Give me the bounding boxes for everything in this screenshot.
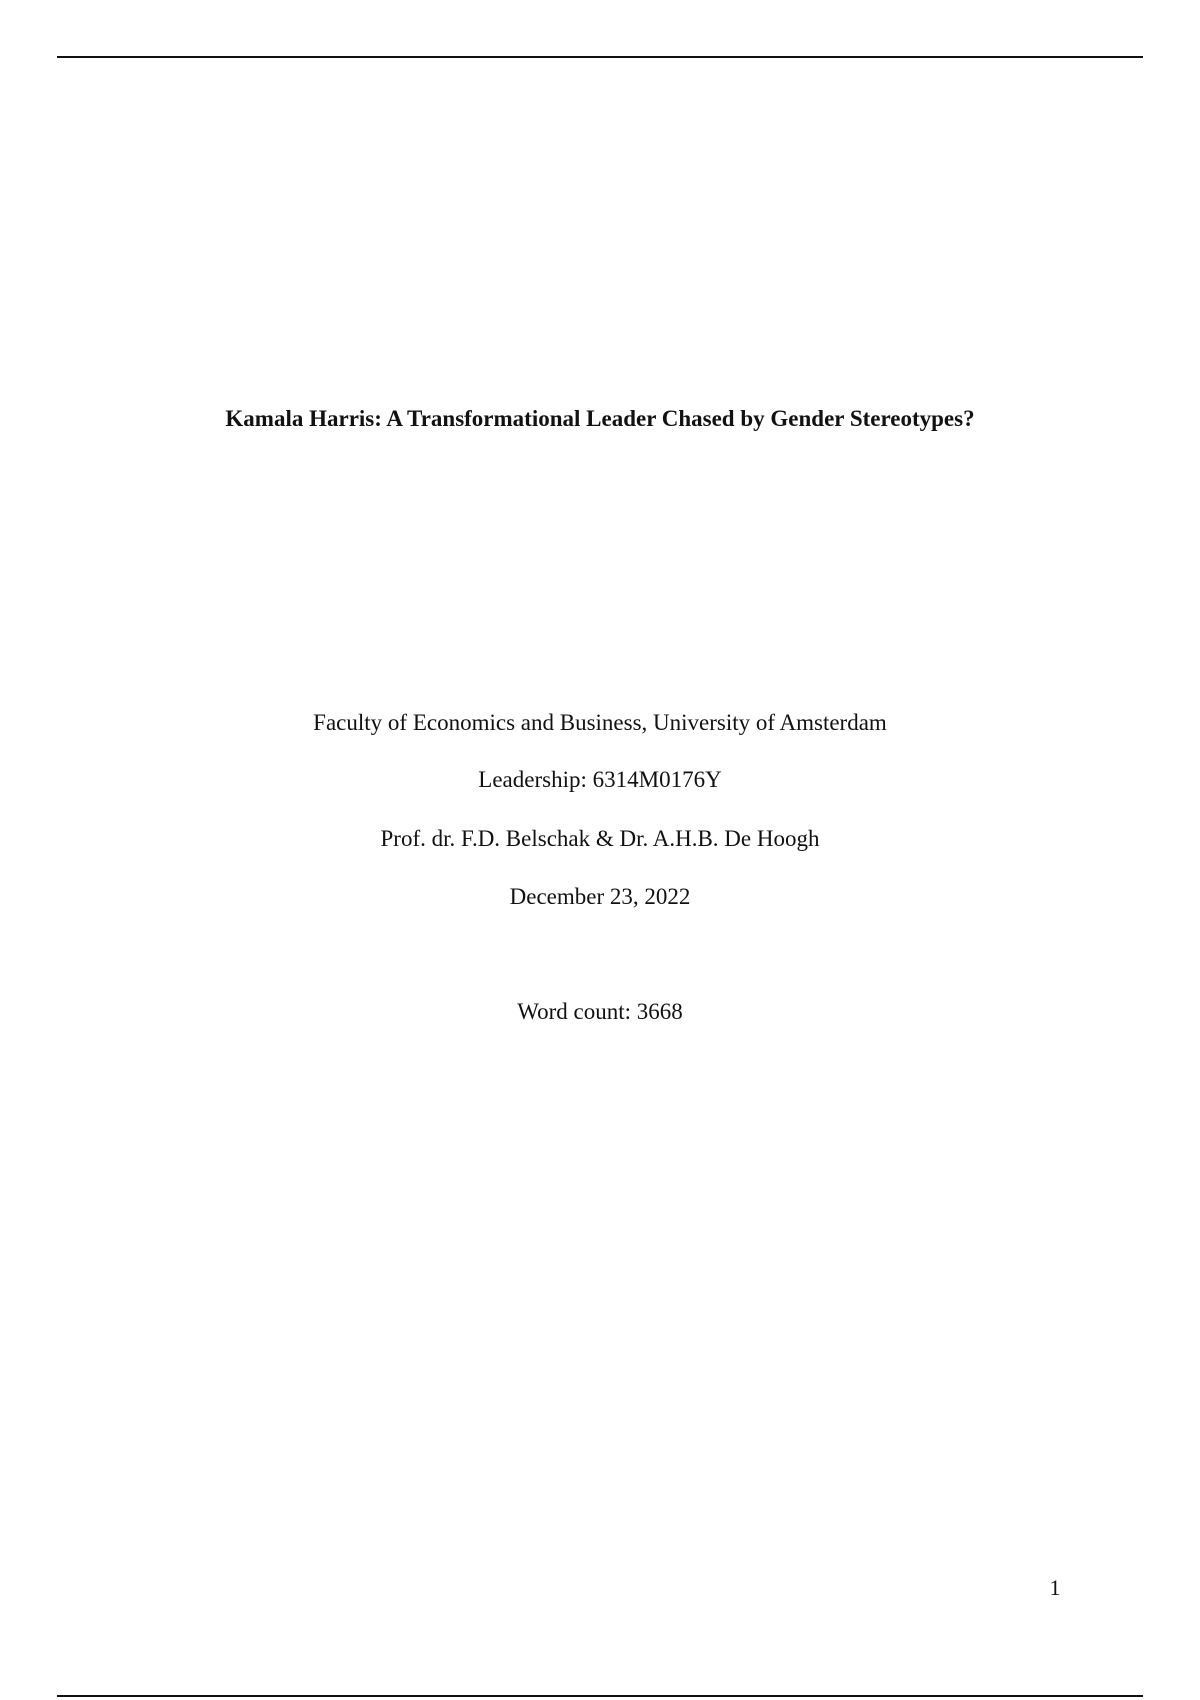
header-rule — [57, 56, 1143, 58]
course-line: Leadership: 6314M0176Y — [478, 767, 722, 792]
professors-line: Prof. dr. F.D. Belschak & Dr. A.H.B. De Hoogh — [380, 826, 820, 851]
date-line: December 23, 2022 — [509, 884, 691, 909]
faculty-line: Faculty of Economics and Business, University of Amsterdam — [313, 710, 887, 735]
document-title: Kamala Harris: A Transformational Leader Chased by Gender Stereotypes? — [225, 406, 975, 431]
word-count: Word count: 3668 — [517, 999, 683, 1024]
page-number: 1 — [1049, 1575, 1061, 1600]
footer-rule — [57, 1695, 1143, 1697]
